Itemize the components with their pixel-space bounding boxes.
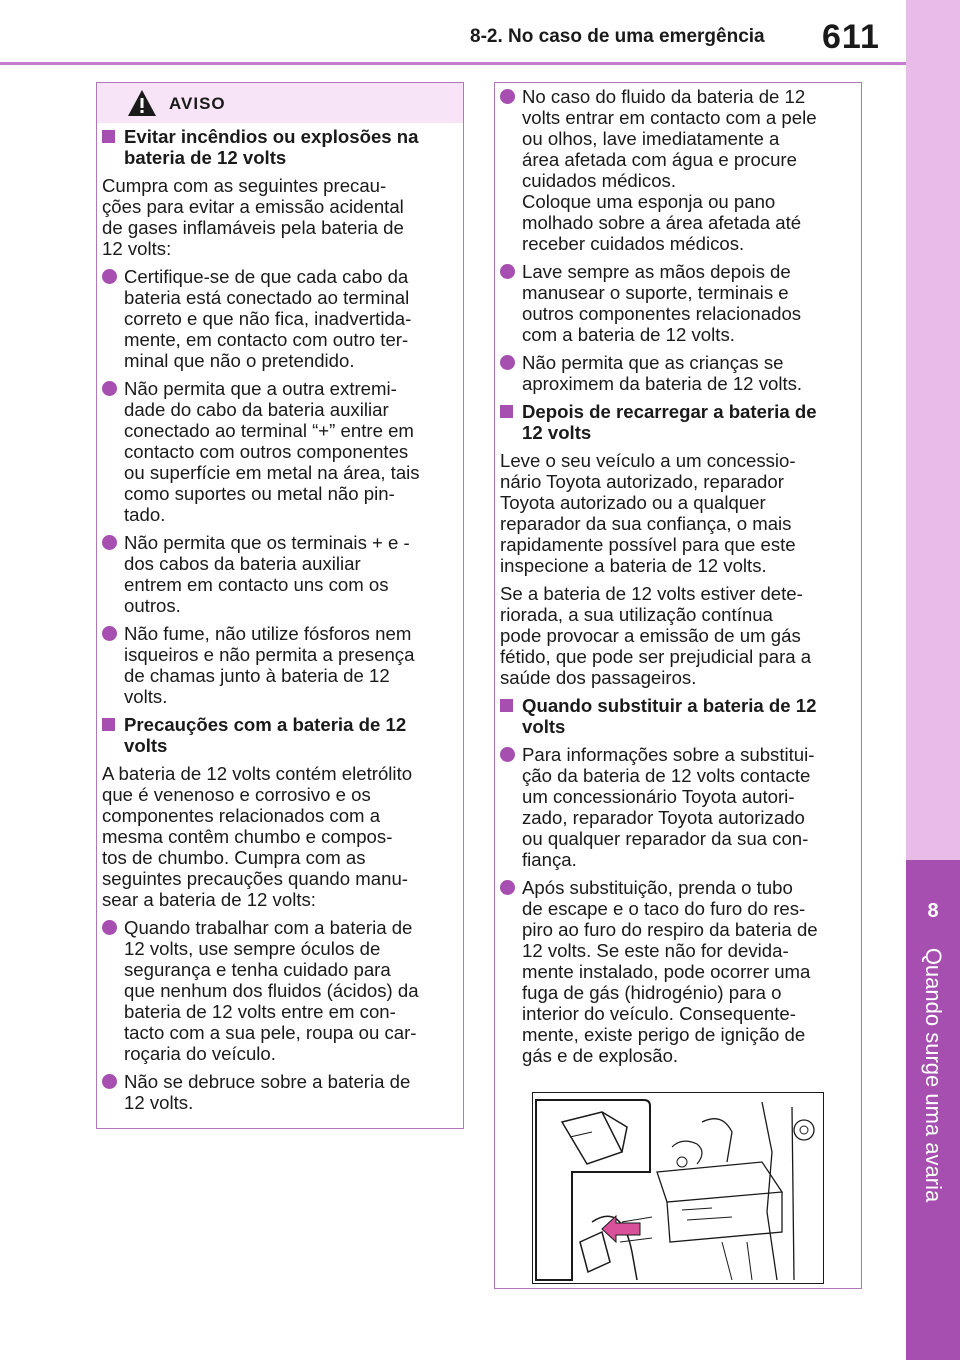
paragraph: Se a bateria de 12 volts estiver dete- riorada, a sua utilização contínua pode provocar a emissão de um gás fétido, que pode ser prejudicial para a saúde dos passageiros. [500,583,812,688]
section-heading: Quando substituir a bateria de 12 volts [500,695,850,737]
warning-header [97,83,463,123]
bullet-item: Quando trabalhar com a bateria de 12 volts, use sempre óculos de segurança e tenha cuidado para que nenhum dos fluidos (ácidos) da bateria de 12 volts entre em con- tacto com a sua pele, roupa ou car- roçaria do veículo. [102,917,452,1064]
bullet-dot-icon [500,89,515,104]
section-heading: Precauções com a bateria de 12 volts [102,714,452,756]
bullet-item: Lave sempre as mãos depois de manusear o suporte, terminais e outros componentes relacionados com a bateria de 12 volts. [500,261,850,345]
section-heading: Depois de recarregar a bateria de 12 volts [500,401,850,443]
bullet-dot-icon [500,264,515,279]
paragraph: Leve o seu veículo a um concessio- nário Toyota autorizado, reparador Toyota autorizado ou a qualquer reparador da sua confiança, o mais rapidamente possível para que este inspecione a bateria de 12 volts. [500,450,796,576]
warning-label: AVISO [169,94,226,113]
battery-illustration [532,1092,824,1284]
bullet-dot-icon [500,747,515,762]
bullet-dot-icon [500,355,515,370]
bullet-item: Não fume, não utilize fósforos nem isqueiros e não permita a presença de chamas junto à bateria de 12 volts. [102,623,452,707]
section-title: 8-2. No caso de uma emergência [470,26,765,47]
bullet-dot-icon [102,626,117,641]
chapter-title: Quando surge uma avaria [921,947,946,1203]
warning-triangle-icon [127,89,157,117]
bullet-item: Não se debruce sobre a bateria de 12 volts. [102,1071,452,1113]
bullet-dot-icon [102,1074,117,1089]
paragraph: A bateria de 12 volts contém eletrólito que é venenoso e corrosivo e os componentes relacionados com a mesma contêm chumbo e compos- tos de chumbo. Cumpra com as seguintes precauções quando manu- sear a bateria de 12 volts: [102,763,413,910]
bullet-item: Não permita que os terminais + e - dos cabos da bateria auxiliar entrem em contacto uns com os outros. [102,532,452,616]
bullet-dot-icon [102,269,117,284]
header-rule [0,62,906,65]
bullet-dot-icon [102,535,117,550]
paragraph: Cumpra com as seguintes precau- ções para evitar a emissão acidental de gases inflamáveis pela bateria de 12 volts: [102,175,404,259]
bullet-dot-icon [102,381,117,396]
page-number: 611 [822,18,880,56]
bullet-item: Não permita que as crianças se aproximem da bateria de 12 volts. [500,352,850,394]
bullet-item: Após substituição, prenda o tubo de escape e o taco do furo do res- piro ao furo do respiro da bateria de 12 volts. Se este não for devida- mente instalado, pode ocorrer uma fuga de gás (hidrogénio) para o interior do veículo. Consequente- mente, existe perigo de ignição de gás e de explosão. [500,877,850,1066]
bullet-item: No caso do fluido da bateria de 12 volts entrar em contacto com a pele ou olhos, lave imediatamente a área afetada com água e procure cuidados médicos. Coloque uma esponja ou pano molhado sobre a área afetada até receber cuidados médicos. [500,86,850,254]
bullet-dot-icon [102,920,117,935]
bullet-item: Para informações sobre a substitui- ção da bateria de 12 volts contacte um concessionário Toyota autori- zado, reparador Toyota autorizado ou qualquer reparador da sua con- fiança. [500,744,850,870]
left-column-text [102,126,452,1120]
right-column-text [500,86,850,1073]
section-heading: Evitar incêndios ou explosões na bateria de 12 volts [102,126,452,168]
chapter-number: 8 [927,900,939,922]
bullet-dot-icon [500,880,515,895]
bullet-item: Não permita que a outra extremi- dade do cabo da bateria auxiliar conectado ao terminal “+” entre em contacto com outros componentes ou superfície em metal na área, tais como suportes ou metal não pin- tado. [102,378,452,525]
bullet-item: Certifique-se de que cada cabo da bateria está conectado ao terminal correto e que não fica, inadvertida- mente, em contacto com outro ter- minal que não o pretendido. [102,266,452,371]
